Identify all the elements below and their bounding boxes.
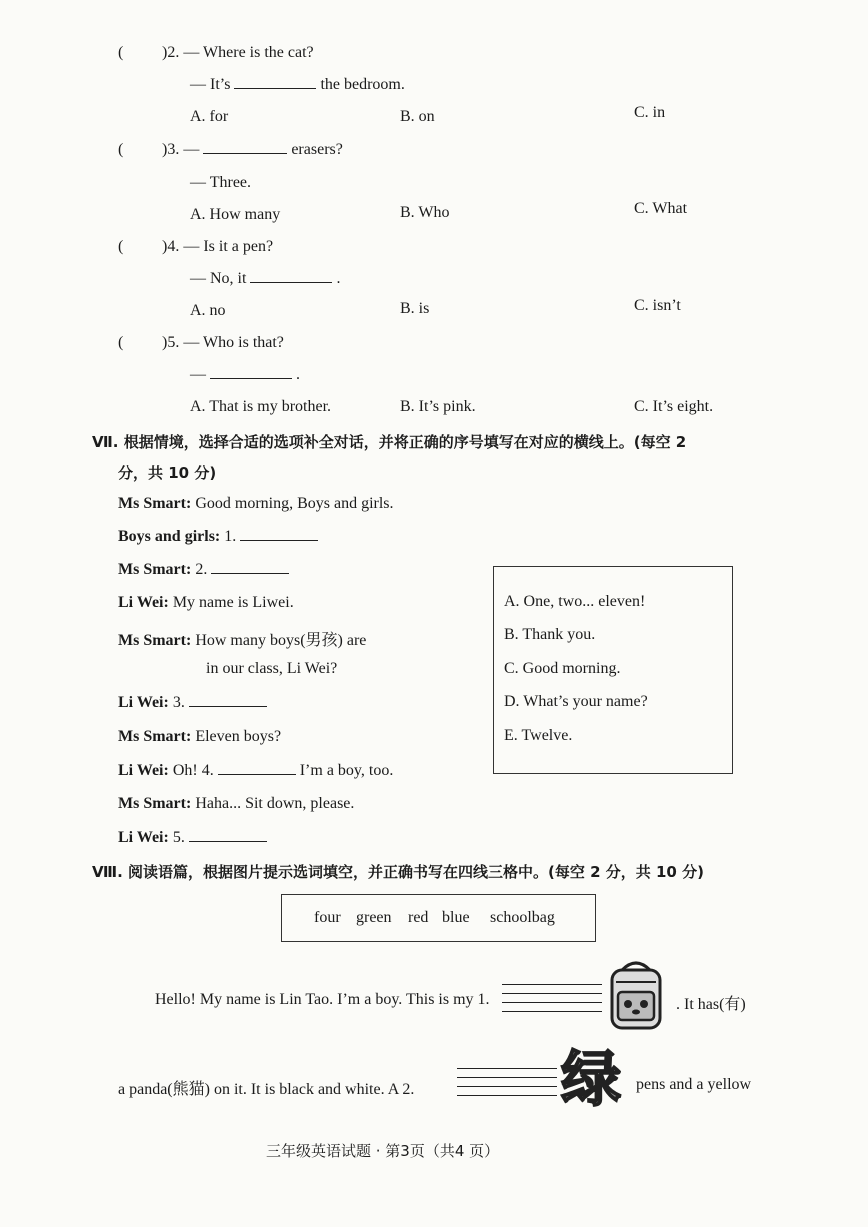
word-blue: blue xyxy=(442,909,470,926)
options-box xyxy=(493,566,733,774)
dialog-line-6: in our class, Li Wei? xyxy=(206,660,338,677)
four-line-grid-2[interactable] xyxy=(457,1068,557,1098)
option-c: C. Good morning. xyxy=(504,660,621,677)
page-footer: 三年级英语试题 · 第3页（共4 页） xyxy=(266,1142,500,1160)
q2-answer: — It’s the bedroom. xyxy=(190,76,405,93)
q5-option-b: B. It’s pink. xyxy=(400,398,476,415)
word-four: four xyxy=(314,909,341,926)
dialog-line-9: Li Wei: Oh! 4. I’m a boy, too. xyxy=(118,762,394,779)
q3-paren: ( xyxy=(118,141,124,158)
q3-question: )3. — erasers? xyxy=(162,141,343,158)
q5-paren: ( xyxy=(118,334,124,351)
dialog-line-11: Li Wei: 5. xyxy=(118,829,271,847)
q5-answer: — . xyxy=(190,366,300,383)
q2-option-c: C. in xyxy=(634,104,666,121)
dialog-line-3: Ms Smart: 2. xyxy=(118,561,293,579)
q5-option-a: A. That is my brother. xyxy=(190,398,332,415)
answer-blank[interactable] xyxy=(189,840,267,842)
option-a: A. One, two... eleven! xyxy=(504,593,646,610)
q2-question: )2. — Where is the cat? xyxy=(162,44,314,61)
answer-blank[interactable] xyxy=(189,705,267,707)
section7-title-line2: 分，共 10 分) xyxy=(118,464,217,482)
answer-blank[interactable] xyxy=(218,773,296,775)
dialog-line-4: Li Wei: My name is Liwei. xyxy=(118,594,294,611)
dialog-line-2: Boys and girls: 1. xyxy=(118,528,322,546)
answer-blank[interactable] xyxy=(240,539,318,541)
answer-blank[interactable] xyxy=(234,87,316,89)
q5-option-c: C. It’s eight. xyxy=(634,398,714,415)
answer-blank[interactable] xyxy=(250,281,332,283)
dialog-line-1: Ms Smart: Good morning, Boys and girls. xyxy=(118,495,394,512)
answer-blank[interactable] xyxy=(211,572,289,574)
schoolbag-icon xyxy=(604,958,668,1037)
q2-option-a: A. for xyxy=(190,108,229,125)
q3-answer: — Three. xyxy=(190,174,252,191)
word-green: green xyxy=(356,909,392,926)
reading-line2-pre: a panda(熊猫) on it. It is black and white. A 2. xyxy=(118,1081,415,1098)
section7-title-line1: Ⅶ. 根据情境，选择合适的选项补全对话，并将正确的序号填写在对应的横线上。(每空 2 xyxy=(92,433,687,451)
q4-paren: ( xyxy=(118,238,124,255)
section8-title: Ⅷ. 阅读语篇，根据图片提示选词填空，并正确书写在四线三格中。(每空 2 分，共 10 分) xyxy=(92,863,704,881)
answer-blank[interactable] xyxy=(210,377,292,379)
green-char-icon xyxy=(558,1042,624,1117)
reading-line1-post: . It has(有) xyxy=(676,996,746,1013)
option-e: E. Twelve. xyxy=(504,727,573,744)
word-red: red xyxy=(408,909,429,926)
dialog-line-8: Ms Smart: Eleven boys? xyxy=(118,728,282,745)
q3-option-c: C. What xyxy=(634,200,688,217)
svg-text:绿: 绿 xyxy=(561,1045,621,1112)
dialog-line-5: Ms Smart: How many boys(男孩) are xyxy=(118,632,367,649)
option-d: D. What’s your name? xyxy=(504,693,648,710)
q3-option-a: A. How many xyxy=(190,206,281,223)
q2-option-b: B. on xyxy=(400,108,435,125)
q4-question: )4. — Is it a pen? xyxy=(162,238,274,255)
dialog-line-7: Li Wei: 3. xyxy=(118,694,271,712)
q4-option-b: B. is xyxy=(400,300,430,317)
q5-question: )5. — Who is that? xyxy=(162,334,284,351)
dialog-line-10: Ms Smart: Haha... Sit down, please. xyxy=(118,795,355,812)
q4-option-c: C. isn’t xyxy=(634,297,681,314)
word-bank xyxy=(281,894,596,942)
q3-option-b: B. Who xyxy=(400,204,450,221)
option-b: B. Thank you. xyxy=(504,626,596,643)
q4-answer: — No, it . xyxy=(190,270,341,287)
reading-line2-post: pens and a yellow xyxy=(636,1076,752,1093)
q4-option-a: A. no xyxy=(190,302,226,319)
question-blank[interactable] xyxy=(203,152,287,154)
q2-paren: ( xyxy=(118,44,124,61)
reading-line1-pre: Hello! My name is Lin Tao. I’m a boy. This is my 1. xyxy=(155,991,490,1008)
four-line-grid-1[interactable] xyxy=(502,984,602,1014)
word-schoolbag: schoolbag xyxy=(490,909,555,926)
